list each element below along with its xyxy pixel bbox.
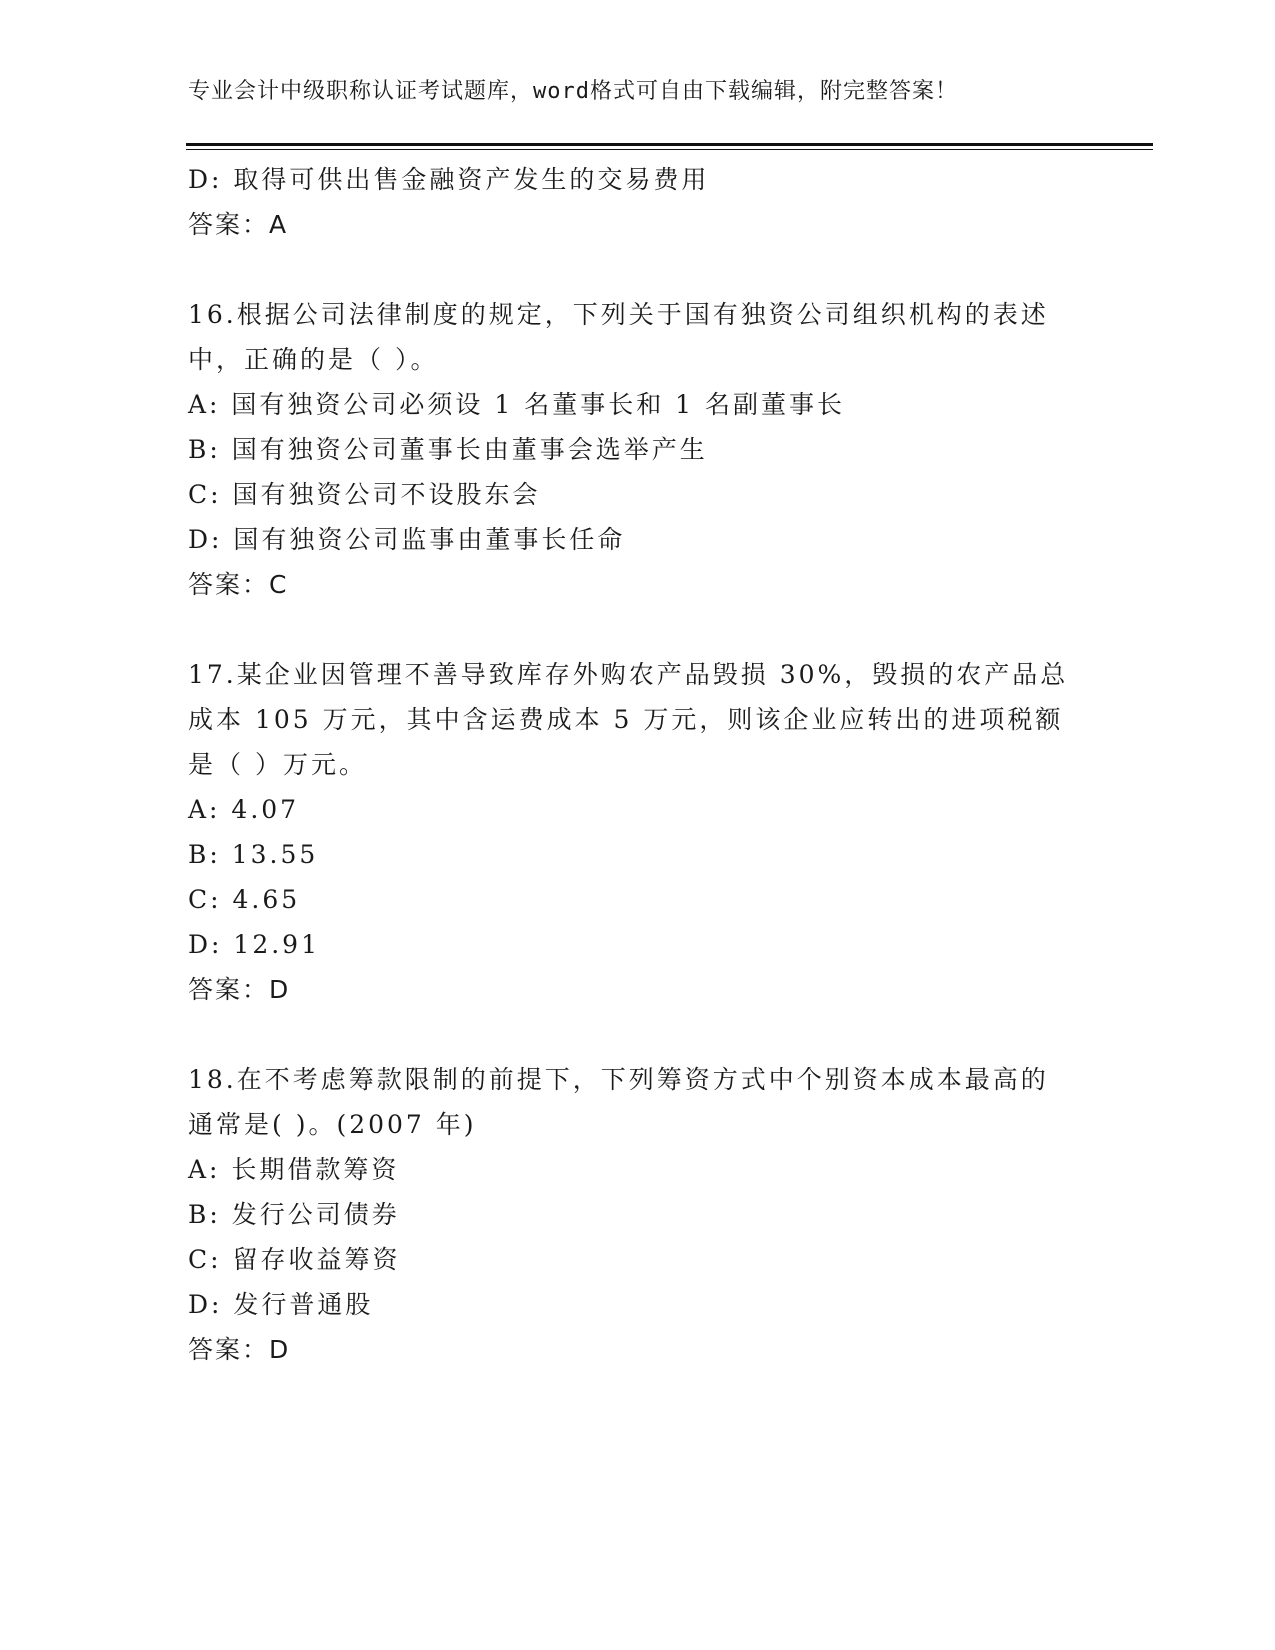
question-stem-line: 成本 105 万元，其中含运费成本 5 万元，则该企业应转出的进项税额 — [188, 705, 1064, 734]
question-16 — [188, 292, 1088, 607]
option-c: C: 4.65 — [188, 885, 301, 914]
header-rule-thin — [186, 149, 1153, 150]
option-d: D: 发行普通股 — [188, 1290, 374, 1319]
spacer — [188, 1012, 1088, 1057]
question-stem-line: 中，正确的是（ ）。 — [188, 345, 439, 374]
question-stem-line: 18.在不考虑筹款限制的前提下，下列筹资方式中个别资本成本最高的 — [188, 1065, 1049, 1094]
header-rule-thick — [186, 143, 1153, 146]
question-content — [188, 157, 1088, 1372]
option-a: A: 4.07 — [188, 795, 300, 824]
question-18 — [188, 1057, 1088, 1372]
option-d: D: 12.91 — [188, 930, 320, 959]
option-d: D: 国有独资公司监事由董事长任命 — [188, 525, 626, 554]
answer-line: 答案：D — [188, 1335, 291, 1364]
option-a: A: 国有独资公司必须设 1 名董事长和 1 名副董事长 — [188, 390, 846, 419]
answer-line: 答案：A — [188, 210, 289, 239]
answer-line: 答案：C — [188, 570, 289, 599]
spacer — [188, 247, 1088, 292]
option-d: D: 取得可供出售金融资产发生的交易费用 — [188, 165, 710, 194]
option-c: C: 留存收益筹资 — [188, 1245, 401, 1274]
option-c: C: 国有独资公司不设股东会 — [188, 480, 541, 509]
spacer — [188, 607, 1088, 652]
option-b: B: 发行公司债券 — [188, 1200, 400, 1229]
option-b: B: 国有独资公司董事长由董事会选举产生 — [188, 435, 708, 464]
question-stem-line: 16.根据公司法律制度的规定，下列关于国有独资公司组织机构的表述 — [188, 300, 1049, 329]
question-stem-line: 17.某企业因管理不善导致库存外购农产品毁损 30%，毁损的农产品总 — [188, 660, 1069, 689]
option-a: A: 长期借款筹资 — [188, 1155, 400, 1184]
question-stem-line: 通常是( )。(2007 年) — [188, 1110, 477, 1139]
page-header: 专业会计中级职称认证考试题库，word格式可自由下载编辑，附完整答案！ — [188, 79, 958, 104]
option-b: B: 13.55 — [188, 840, 319, 869]
answer-line: 答案：D — [188, 975, 291, 1004]
question-17 — [188, 652, 1088, 1012]
question-stem-line: 是（ ）万元。 — [188, 750, 367, 779]
